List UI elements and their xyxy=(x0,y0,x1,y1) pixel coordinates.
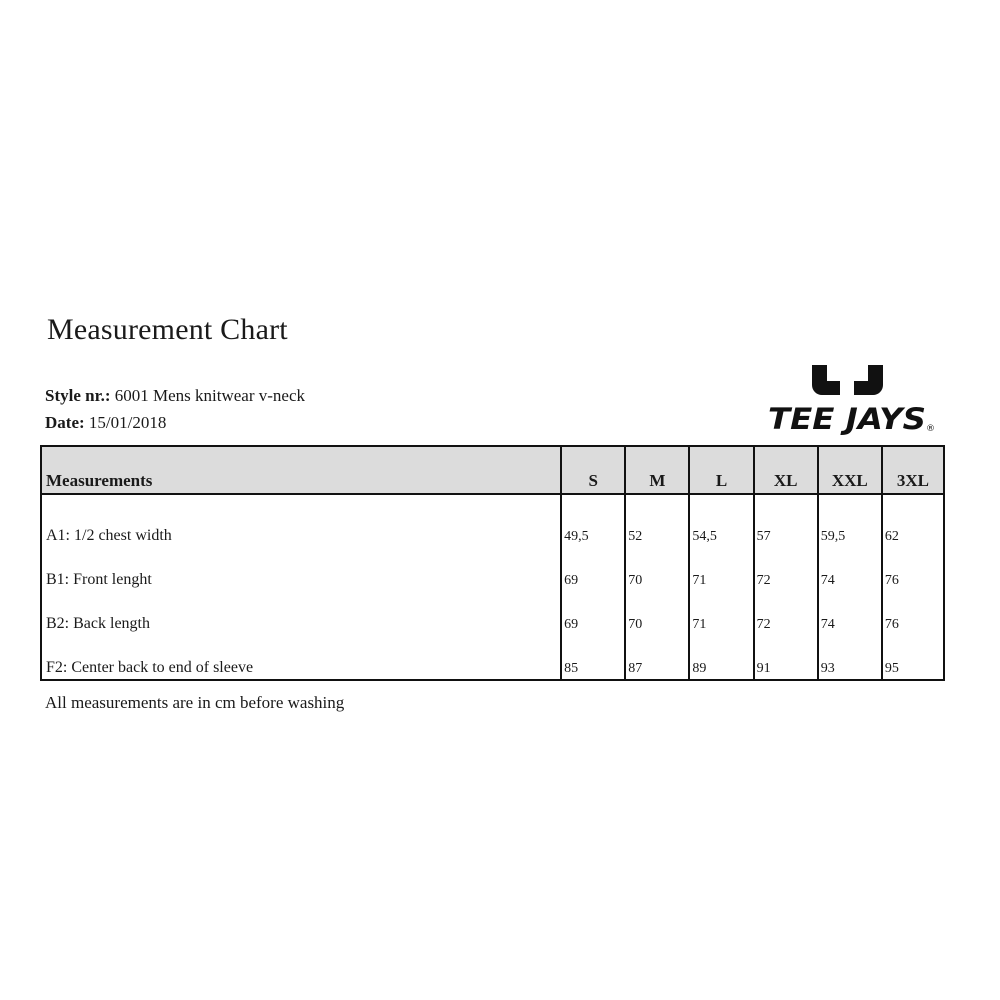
cell-value: 49,5 xyxy=(561,494,625,547)
table-row xyxy=(41,494,944,547)
cell-value: 89 xyxy=(689,635,753,680)
row-label: A1: 1/2 chest width xyxy=(46,527,172,544)
table-row xyxy=(41,635,944,680)
document-date xyxy=(45,413,166,433)
table-row xyxy=(41,591,944,635)
cell-value: 76 xyxy=(882,547,944,591)
cell-value: 72 xyxy=(754,591,818,635)
row-label: B1: Front lenght xyxy=(46,571,152,588)
cell-value: 85 xyxy=(561,635,625,680)
cell-value: 76 xyxy=(882,591,944,635)
cell-value: 74 xyxy=(818,547,882,591)
cell-value: 71 xyxy=(689,547,753,591)
cell-value: 95 xyxy=(882,635,944,680)
style-value: 6001 Mens knitwear v-neck xyxy=(114,386,306,405)
cell-value: 62 xyxy=(882,494,944,547)
table-row xyxy=(41,547,944,591)
header-size-s: S xyxy=(561,446,625,494)
cell-value: 93 xyxy=(818,635,882,680)
cell-value: 71 xyxy=(689,591,753,635)
style-label: Style nr.: xyxy=(45,386,111,405)
measurement-table xyxy=(40,445,945,681)
date-label: Date: xyxy=(45,413,85,432)
row-label: F2: Center back to end of sleeve xyxy=(46,659,254,676)
cell-value: 52 xyxy=(625,494,689,547)
header-size-l: L xyxy=(689,446,753,494)
header-size-m: M xyxy=(625,446,689,494)
cell-value: 54,5 xyxy=(689,494,753,547)
date-value: 15/01/2018 xyxy=(88,413,167,432)
cell-value: 70 xyxy=(625,591,689,635)
cell-value: 70 xyxy=(625,547,689,591)
cell-value: 69 xyxy=(561,547,625,591)
table-header-row xyxy=(41,446,944,494)
header-size-3xl: 3XL xyxy=(882,446,944,494)
cell-value: 87 xyxy=(625,635,689,680)
tee-jays-logo xyxy=(764,363,939,435)
page-title: Measurement Chart xyxy=(47,313,288,346)
row-label: B2: Back length xyxy=(46,615,150,632)
logo-wordmark: TEE JAYS xyxy=(768,402,926,435)
registered-mark: ® xyxy=(926,424,935,434)
style-number xyxy=(45,386,305,406)
header-size-xxl: XXL xyxy=(818,446,882,494)
cell-value: 57 xyxy=(754,494,818,547)
header-size-xl: XL xyxy=(754,446,818,494)
header-measurements: Measurements xyxy=(41,446,561,494)
cell-value: 69 xyxy=(561,591,625,635)
cell-value: 74 xyxy=(818,591,882,635)
cell-value: 59,5 xyxy=(818,494,882,547)
footnote: All measurements are in cm before washing xyxy=(45,693,345,712)
cell-value: 91 xyxy=(754,635,818,680)
cell-value: 72 xyxy=(754,547,818,591)
